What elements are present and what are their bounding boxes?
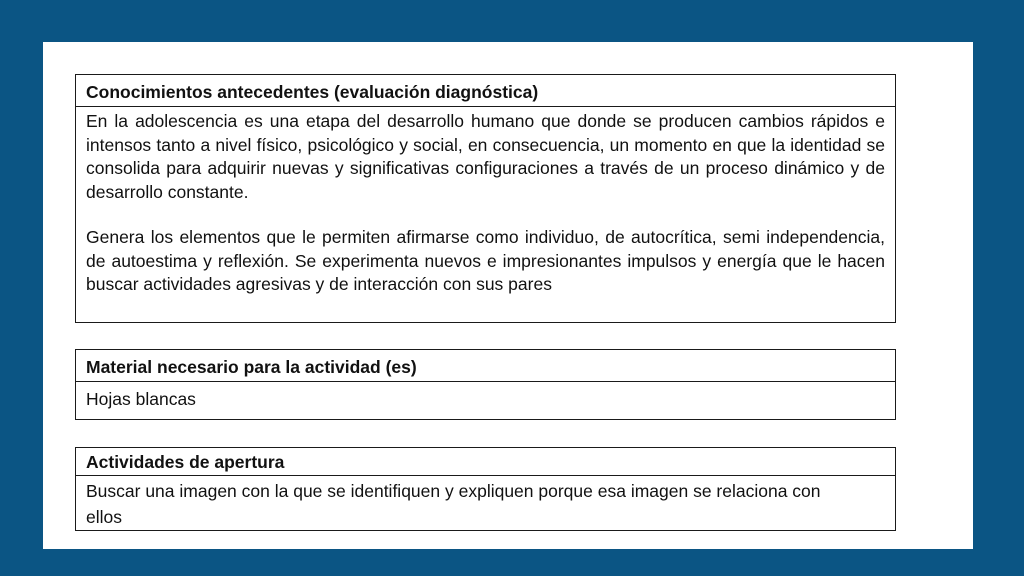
opening-activities-heading: Actividades de apertura	[76, 448, 895, 476]
materials-box	[75, 349, 896, 420]
materials-heading: Material necesario para la actividad (es)	[76, 350, 895, 382]
background-knowledge-paragraph-2: Genera los elementos que le permiten afirmarse como individuo, de autocrítica, semi independencia, de autoestima y reflexión. Se experimenta nuevos e impresionantes impulsos y energía que le hacen buscar actividades agresivas y de interacción con sus pares	[86, 227, 885, 294]
background-knowledge-box	[75, 74, 896, 323]
materials-body: Hojas blancas	[86, 389, 196, 409]
background-knowledge-heading: Conocimientos antecedentes (evaluación diagnóstica)	[76, 75, 895, 107]
background-knowledge-paragraph-1: En la adolescencia es una etapa del desarrollo humano que donde se producen cambios rápidos e intensos tanto a nivel físico, psicológico y social, en consecuencia, un momento en que la identidad se consolida para adquirir nuevas y significativas configuraciones a través de un proceso dinámico y de desarrollo constante.	[86, 111, 885, 202]
opening-activities-text: Buscar una imagen con la que se identifiquen y expliquen porque esa imagen se relaciona con ellos	[86, 481, 821, 527]
slide-page	[43, 42, 973, 549]
background-knowledge-body	[76, 107, 895, 300]
opening-activities-body	[76, 476, 895, 533]
opening-activities-box	[75, 447, 896, 531]
